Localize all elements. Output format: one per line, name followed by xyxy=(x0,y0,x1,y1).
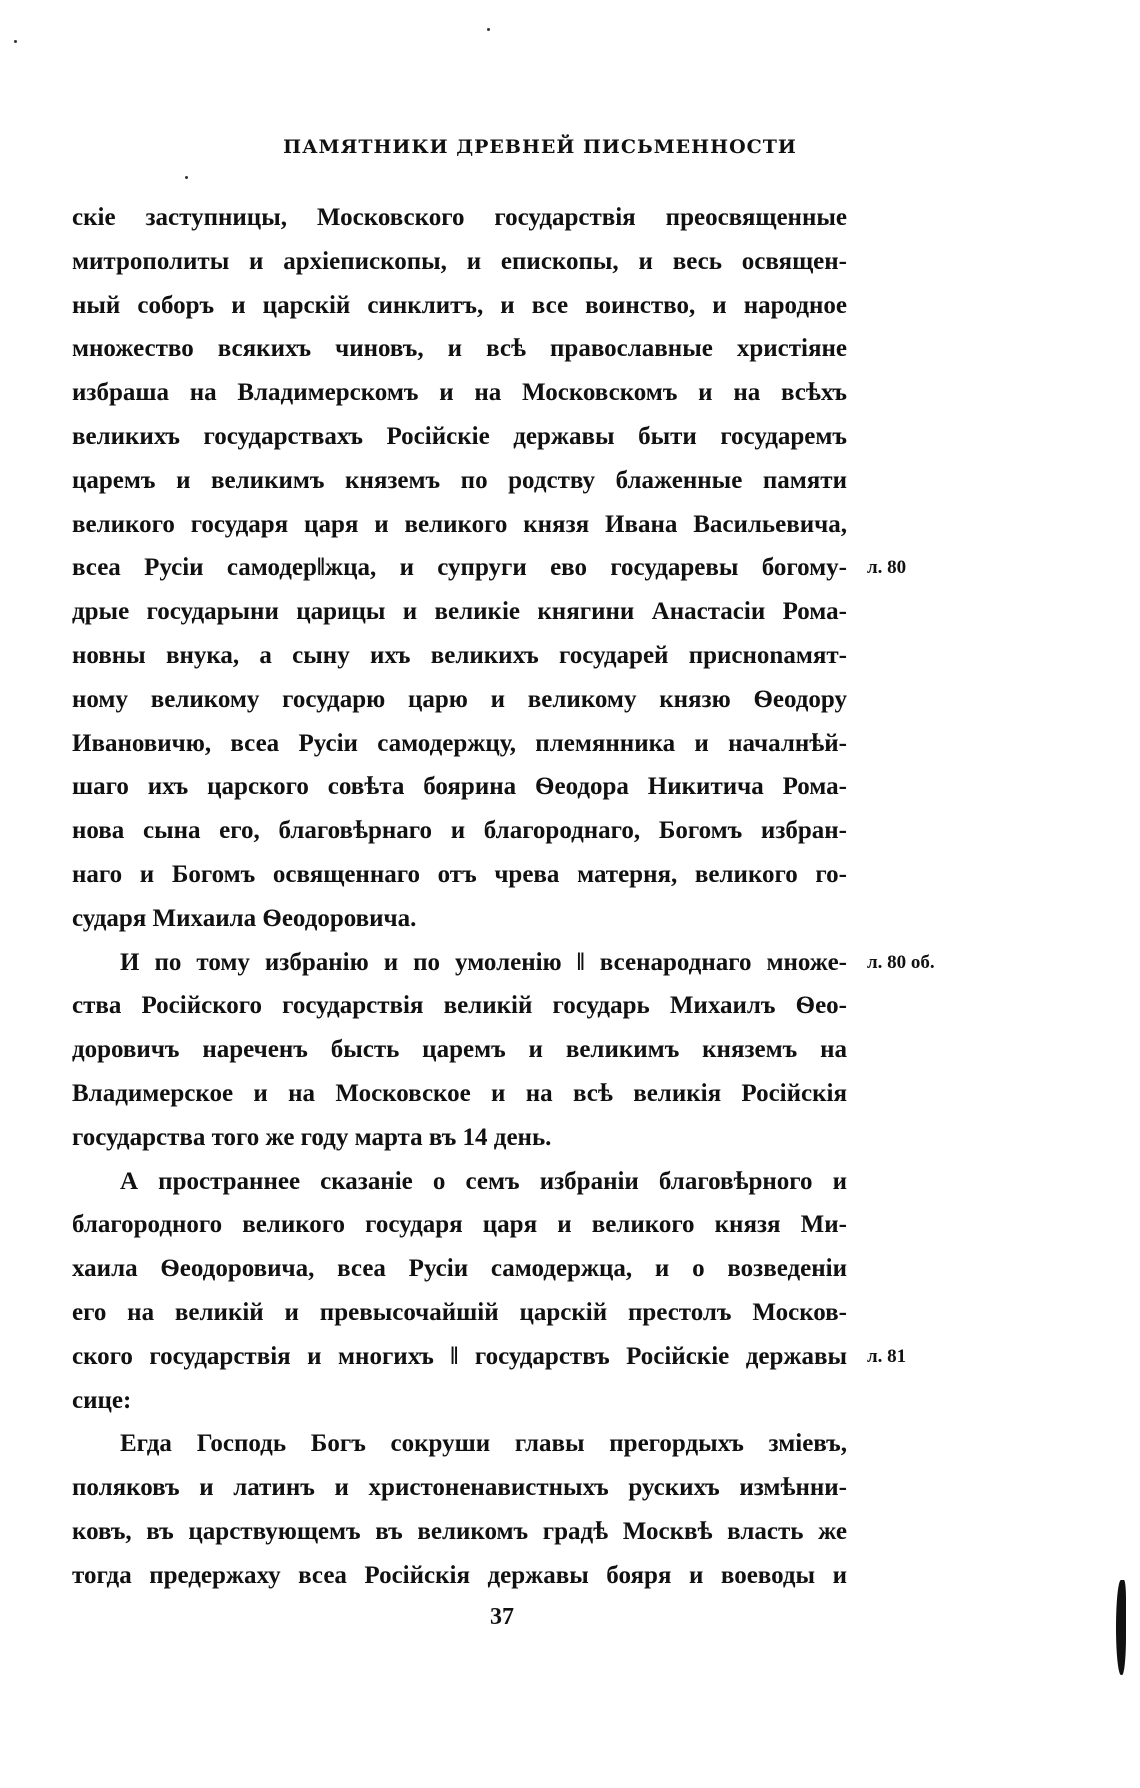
margin-folio-note: л. 81 xyxy=(867,1345,907,1367)
text-line: нова сына его, благовѣрнаго и благороднаго, Богомъ избран- xyxy=(72,817,847,845)
text-line: государства того же году марта въ 14 день. xyxy=(72,1123,552,1151)
text-line xyxy=(72,941,935,985)
text-line-content: ского государствія и многихъ ‖ государствъ Російскіе державы xyxy=(72,1342,847,1370)
text-line: доровичъ нареченъ бысть царемъ и великимъ княземъ на xyxy=(72,1036,847,1064)
text-line: тогда предержаху всеа Російскія державы бояря и воеводы и xyxy=(72,1561,847,1589)
text-line-content: всеа Русіи самодер‖жца, и супруги ево государевы богому- xyxy=(72,554,847,582)
text-line: благородного великого государя царя и великого князя Ми- xyxy=(72,1211,847,1239)
margin-folio-note: л. 80 xyxy=(867,557,907,579)
speck-mark xyxy=(487,28,490,31)
text-line xyxy=(72,1335,907,1379)
text-line: митрополиты и архіепископы, и епископы, и весь освящен- xyxy=(72,247,847,275)
text-line: Ивановичю, всеа Русіи самодержцу, племянника и началнѣй- xyxy=(72,729,847,757)
text-line: избраша на Владимерскомъ и на Московскомъ и на всѣхъ xyxy=(72,379,847,407)
text-line: ства Російского государствія великій государь Михаилъ Ѳео- xyxy=(72,992,847,1020)
text-line xyxy=(72,546,907,590)
text-line: царемъ и великимъ княземъ по родству блаженные памяти xyxy=(72,466,847,494)
text-line: великого государя царя и великого князя Ивана Васильевича, xyxy=(72,510,847,538)
text-line: хаила Ѳеодоровича, всеа Русіи самодержца, и о возведеніи xyxy=(72,1255,847,1283)
page-number: 37 xyxy=(490,1604,514,1630)
text-line: ковъ, въ царствующемъ въ великомъ градѣ Москвѣ власть же xyxy=(72,1517,847,1545)
text-line: поляковъ и латинъ и христоненавистныхъ рускихъ измѣнни- xyxy=(72,1474,847,1502)
text-line: новны внука, а сыну ихъ великихъ государей присноnамят- xyxy=(72,641,847,669)
text-line: ному великому государю царю и великому князю Ѳеодору xyxy=(72,685,847,713)
text-line: Владимерское и на Московское и на всѣ великія Російскія xyxy=(72,1079,847,1107)
body-text xyxy=(72,196,935,1598)
text-line: Егда Господь Богъ сокруши главы прегордыхъ зміевъ, xyxy=(120,1430,847,1458)
text-line: сударя Михаила Ѳеодоровича. xyxy=(72,904,417,932)
speck-mark xyxy=(14,40,17,43)
margin-folio-note: л. 80 об. xyxy=(867,951,935,973)
running-header: ПАМЯТНИКИ ДРЕВНЕЙ ПИСЬМЕННОСТИ xyxy=(283,136,797,158)
text-line: дрые государыни царицы и великіе княгини Анастасіи Рома- xyxy=(72,598,847,626)
text-line: сице: xyxy=(72,1386,132,1414)
text-line-content: И по тому избранію и по умоленію ‖ всенароднаго множе- xyxy=(120,948,847,976)
text-line: шаго ихъ царского совѣта боярина Ѳеодора Никитича Рома- xyxy=(72,773,847,801)
page-edge-mark xyxy=(1116,1580,1126,1675)
text-line: ный соборъ и царскій синклитъ, и все воинство, и народное xyxy=(72,291,847,319)
text-line: великихъ государствахъ Російскіе державы быти государемъ xyxy=(72,422,847,450)
text-line: А пространнее сказаніе о семъ избраніи благовѣрного и xyxy=(120,1167,847,1195)
speck-mark xyxy=(185,176,188,179)
text-line: скіе заступницы, Московского государствія преосвященные xyxy=(72,204,847,231)
text-line: множество всякихъ чиновъ, и всѣ православные христіяне xyxy=(72,335,847,363)
text-line: его на великій и превысочайшій царскій престолъ Москов- xyxy=(72,1298,847,1326)
text-line: наго и Богомъ освященнаго отъ чрева матерня, великого го- xyxy=(72,860,847,888)
